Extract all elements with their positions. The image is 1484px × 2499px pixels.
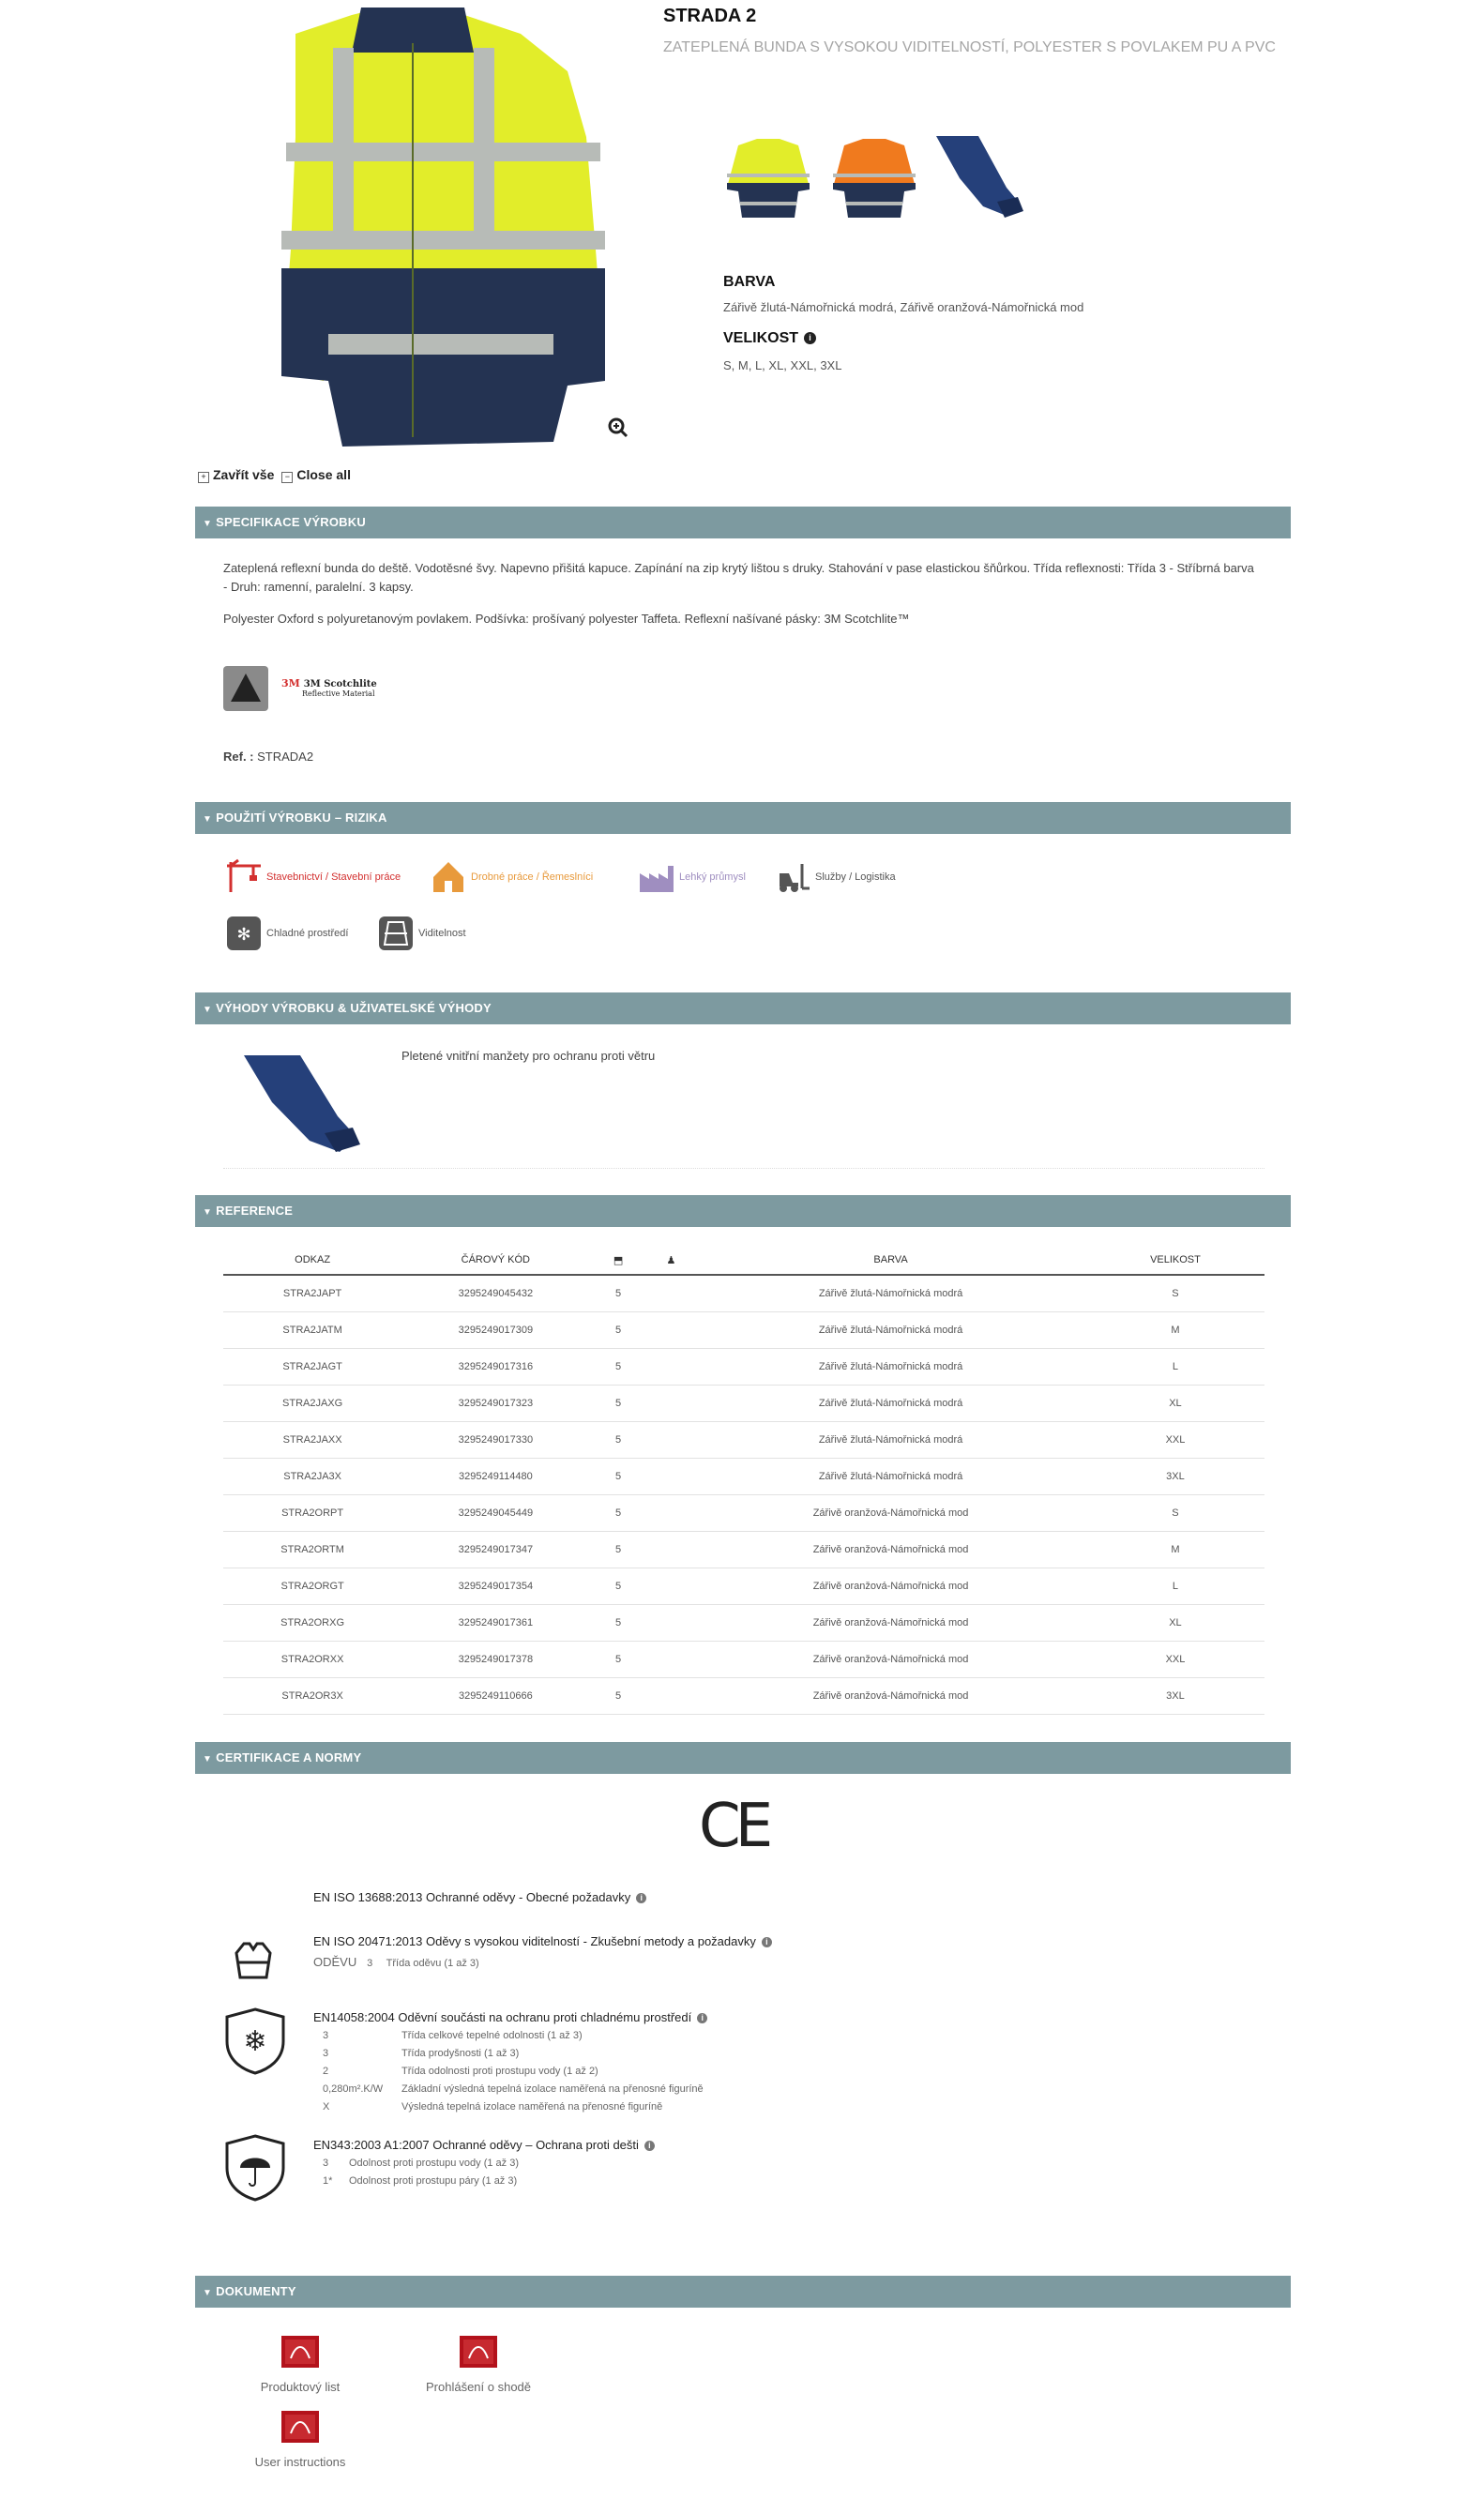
sub-key: ODĚVU [313, 1955, 357, 1969]
risk-construction [225, 858, 401, 896]
table-cell: M [1086, 1532, 1264, 1568]
table-row [223, 1568, 1264, 1605]
expand-all-label: Zavřít vše [213, 467, 275, 482]
info-icon[interactable]: i [644, 2141, 655, 2151]
cert-14058-rows [323, 2030, 704, 2119]
scotchlite-logo: 3M 3M Scotchlite Reflective Material [281, 677, 377, 698]
info-icon[interactable]: i [804, 332, 816, 344]
table-cell: Zářivě oranžová-Námořnická mod [695, 1495, 1086, 1532]
cold-shield-icon [225, 2007, 285, 2075]
cert-row-value: 0,280m².K/W [323, 2083, 384, 2095]
cuff-image [235, 1051, 366, 1154]
table-row [223, 1422, 1264, 1459]
table-cell: 5 [589, 1495, 646, 1532]
doc-declaration[interactable] [413, 2334, 544, 2394]
table-cell: STRA2JAXX [223, 1422, 401, 1459]
section-header-reference[interactable] [195, 1195, 1291, 1227]
risk-cold [225, 915, 348, 952]
cert-row [323, 2030, 704, 2048]
cert-row-text: Třída odolnosti proti prostupu vody (1 až 2) [401, 2066, 598, 2077]
table-cell: 5 [589, 1605, 646, 1642]
size-value: S, M, L, XL, XXL, 3XL [723, 358, 842, 372]
section-header-cert[interactable] [195, 1742, 1291, 1774]
close-all-label: Close all [296, 467, 351, 482]
ref-line [223, 748, 313, 766]
table-cell: 3295249017347 [401, 1532, 589, 1568]
table-cell: Zářivě oranžová-Námořnická mod [695, 1678, 1086, 1715]
table-cell: STRA2JA3X [223, 1459, 401, 1495]
thumbnail-yellow[interactable] [719, 131, 817, 225]
table-row [223, 1312, 1264, 1349]
sub-text: Třída oděvu (1 až 3) [386, 1958, 479, 1969]
cert-row [323, 2101, 704, 2119]
delta-logo-icon [223, 666, 268, 711]
cert-row-text: Třída celkové tepelné odolnosti (1 až 3) [401, 2030, 583, 2041]
table-cell: STRA2OR3X [223, 1678, 401, 1715]
table-cell: 3295249017323 [401, 1386, 589, 1422]
col-odkaz: ODKAZ [223, 1246, 401, 1275]
table-cell [647, 1349, 695, 1386]
table-cell: XXL [1086, 1642, 1264, 1678]
table-cell: 5 [589, 1349, 646, 1386]
risk-label: Drobné práce / Řemeslníci [471, 871, 594, 883]
table-cell: 3XL [1086, 1459, 1264, 1495]
caret-down-icon: ▼ [203, 1005, 213, 1015]
risk-label: Chladné prostředí [266, 928, 349, 939]
rain-shield-icon [225, 2134, 285, 2202]
section-header-spec[interactable] [195, 507, 1291, 538]
table-cell: Zářivě žlutá-Námořnická modrá [695, 1275, 1086, 1312]
ref-value: STRADA2 [257, 750, 314, 764]
table-header-row [223, 1246, 1264, 1275]
cert-343-rows [323, 2158, 519, 2193]
table-cell: S [1086, 1275, 1264, 1312]
cert-20471 [313, 1934, 772, 1948]
cert-text: EN14058:2004 Oděvní součásti na ochranu proti chladnému prostředí [313, 2010, 692, 2024]
table-cell [647, 1642, 695, 1678]
divider [223, 1168, 1264, 1169]
product-title: STRADA 2 [663, 6, 757, 26]
brand-sub: Reflective Material [302, 689, 375, 698]
svg-text:❄: ❄ [243, 2026, 267, 2057]
table-cell: 5 [589, 1568, 646, 1605]
table-row [223, 1386, 1264, 1422]
benefit-text: Pletené vnitřní manžety pro ochranu proti větru [401, 1049, 656, 1063]
table-cell: 5 [589, 1459, 646, 1495]
table-cell: STRA2JAXG [223, 1386, 401, 1422]
color-value: Zářivě žlutá-Námořnická modrá, Zářivě oranžová-Námořnická mod [723, 300, 1084, 314]
table-cell: Zářivě oranžová-Námořnická mod [695, 1568, 1086, 1605]
close-all-button[interactable] [281, 467, 351, 483]
cert-row-value: 3 [323, 2158, 329, 2169]
table-cell: Zářivě žlutá-Námořnická modrá [695, 1386, 1086, 1422]
table-cell: Zářivě oranžová-Námořnická mod [695, 1532, 1086, 1568]
table-cell: STRA2ORPT [223, 1495, 401, 1532]
table-cell: STRA2ORXG [223, 1605, 401, 1642]
table-cell [647, 1678, 695, 1715]
sub-value: 3 [367, 1958, 373, 1969]
table-cell: 3295249017378 [401, 1642, 589, 1678]
doc-user-instructions[interactable] [239, 2409, 361, 2469]
snow-icon [225, 915, 263, 952]
risk-logistics [774, 858, 896, 896]
thumbnail-orange[interactable] [825, 131, 923, 225]
cert-row-text: Výsledná tepelná izolace naměřená na přenosné figuríně [401, 2101, 663, 2113]
table-cell: 3295249045432 [401, 1275, 589, 1312]
cert-row [323, 2175, 519, 2193]
table-cell: XL [1086, 1605, 1264, 1642]
table-cell [647, 1532, 695, 1568]
table-cell: 5 [589, 1422, 646, 1459]
minus-icon: − [281, 472, 293, 483]
section-header-docs[interactable] [195, 2276, 1291, 2308]
spec-paragraph-2: Polyester Oxford s polyuretanovým povlakem. Podšívka: prošívaný polyester Taffeta. Reflexní našívané pásky: 3M Scotchlite™ [223, 612, 910, 626]
cert-text: EN343:2003 A1:2007 Ochranné oděvy – Ochrana proti dešti [313, 2138, 639, 2152]
col-color: BARVA [695, 1246, 1086, 1275]
size-label [723, 330, 816, 347]
cert-row [323, 2083, 704, 2101]
risk-light-industry [638, 858, 746, 896]
risk-crafts [430, 858, 593, 896]
table-cell: 5 [589, 1678, 646, 1715]
table-cell: 5 [589, 1386, 646, 1422]
table-row [223, 1532, 1264, 1568]
risk-label: Stavebnictví / Stavební práce [266, 871, 401, 883]
table-cell: 3295249017330 [401, 1422, 589, 1459]
table-row [223, 1275, 1264, 1312]
table-cell: Zářivě žlutá-Námořnická modrá [695, 1312, 1086, 1349]
pdf-icon [280, 2334, 321, 2370]
caret-down-icon: ▼ [203, 1754, 213, 1764]
table-row [223, 1459, 1264, 1495]
table-cell: STRA2ORGT [223, 1568, 401, 1605]
caret-down-icon: ▼ [203, 519, 213, 529]
color-label: BARVA [723, 274, 776, 290]
cert-20471-sub [313, 1955, 479, 1969]
ce-mark: CE [699, 1792, 768, 1861]
table-cell: STRA2ORTM [223, 1532, 401, 1568]
table-row [223, 1349, 1264, 1386]
table-cell: 3295249110666 [401, 1678, 589, 1715]
section-title: SPECIFIKACE VÝROBKU [216, 515, 366, 529]
table-cell: XXL [1086, 1422, 1264, 1459]
table-cell: STRA2JAPT [223, 1275, 401, 1312]
info-icon[interactable]: i [697, 2013, 707, 2023]
table-cell: 3295249017361 [401, 1605, 589, 1642]
section-title: CERTIFIKACE A NORMY [216, 1750, 362, 1764]
section-header-usage[interactable] [195, 802, 1291, 834]
doc-label: Prohlášení o shodě [425, 2380, 532, 2394]
table-cell: 3295249017354 [401, 1568, 589, 1605]
ref-label: Ref. : [223, 750, 254, 764]
section-title: POUŽITÍ VÝROBKU – RIZIKA [216, 810, 387, 825]
spec-paragraph-1: Zateplená reflexní bunda do deště. Vodotěsné švy. Napevno přišitá kapuce. Zapínání na zip krytý lištou s druky. Stahování v pase elastickou šňůrkou. Třída reflexnosti: Třída 3 - Stříbrná barva - Druh: ramenní, paralelní. 3 kapsy. [223, 561, 1254, 594]
zoom-icon[interactable] [608, 417, 628, 438]
col-barcode: ČÁROVÝ KÓD [401, 1246, 589, 1275]
table-cell: 3XL [1086, 1678, 1264, 1715]
vest-icon [377, 915, 415, 952]
box-icon: ⬒ [613, 1254, 624, 1266]
expand-all-button[interactable] [198, 467, 274, 483]
cert-row-text: Základní výsledná tepelná izolace naměřená na přenosné figuríně [401, 2083, 704, 2095]
col-box [589, 1246, 646, 1275]
table-cell: 5 [589, 1275, 646, 1312]
size-label-text: VELIKOST [723, 330, 799, 346]
cert-row-text: Odolnost proti prostupu vody (1 až 3) [349, 2158, 519, 2169]
table-cell: 5 [589, 1312, 646, 1349]
table-cell [647, 1495, 695, 1532]
crane-icon [225, 858, 263, 896]
section-title: DOKUMENTY [216, 2284, 296, 2298]
cert-text: EN ISO 13688:2013 Ochranné oděvy - Obecné požadavky [313, 1890, 631, 1904]
cert-row-text: Třída prodyšnosti (1 až 3) [401, 2048, 520, 2059]
cert-14058 [313, 2010, 707, 2024]
doc-label: Produktový list [260, 2380, 341, 2394]
plus-icon: + [198, 472, 209, 483]
table-cell [647, 1568, 695, 1605]
table-cell: 3295249017316 [401, 1349, 589, 1386]
info-icon[interactable]: i [762, 1937, 772, 1947]
table-cell: S [1086, 1495, 1264, 1532]
risk-label: Viditelnost [418, 928, 466, 939]
table-row [223, 1678, 1264, 1715]
table-cell: 5 [589, 1642, 646, 1678]
table-cell [647, 1386, 695, 1422]
risk-label: Lehký průmysl [679, 871, 746, 883]
table-cell: STRA2ORXX [223, 1642, 401, 1678]
section-header-benefits[interactable] [195, 992, 1291, 1024]
table-cell: Zářivě žlutá-Námořnická modrá [695, 1349, 1086, 1386]
risk-visibility [377, 915, 466, 952]
section-title: REFERENCE [216, 1204, 294, 1218]
cert-row-value: 2 [323, 2066, 329, 2077]
thumbnail-cuff[interactable] [931, 131, 1029, 225]
cert-text: EN ISO 20471:2013 Oděvy s vysokou viditelností - Zkušební metody a požadavky [313, 1934, 756, 1948]
product-subtitle: ZATEPLENÁ BUNDA S VYSOKOU VIDITELNOSTÍ, POLYESTER S POVLAKEM PU A PVC [663, 39, 1276, 55]
product-main-image[interactable] [192, 6, 643, 447]
vest-cert-icon [233, 1940, 274, 1981]
cert-row-value: 3 [323, 2048, 329, 2059]
cert-row-value: X [323, 2101, 330, 2113]
cert-row-value: 3 [323, 2030, 329, 2041]
risk-label: Služby / Logistika [815, 871, 896, 883]
pdf-icon [458, 2334, 499, 2370]
brand-main: 3M Scotchlite [303, 679, 377, 689]
table-cell: 5 [589, 1532, 646, 1568]
table-cell: Zářivě žlutá-Námořnická modrá [695, 1459, 1086, 1495]
cert-343 [313, 2138, 655, 2152]
house-icon [430, 858, 467, 896]
table-cell [647, 1422, 695, 1459]
table-row [223, 1495, 1264, 1532]
pdf-icon [280, 2409, 321, 2445]
table-cell [647, 1312, 695, 1349]
forklift-icon [774, 858, 811, 896]
table-cell: M [1086, 1312, 1264, 1349]
table-cell: L [1086, 1568, 1264, 1605]
section-title: VÝHODY VÝROBKU & UŽIVATELSKÉ VÝHODY [216, 1001, 492, 1015]
doc-label: User instructions [254, 2455, 346, 2469]
cert-row-text: Odolnost proti prostupu páry (1 až 3) [349, 2175, 518, 2187]
cert-row-value: 1* [323, 2175, 333, 2187]
caret-down-icon: ▼ [203, 2288, 213, 2298]
table-cell: XL [1086, 1386, 1264, 1422]
person-icon: ♟ [666, 1254, 676, 1266]
factory-icon [638, 858, 675, 896]
table-cell: 3295249045449 [401, 1495, 589, 1532]
cert-row [323, 2048, 704, 2066]
doc-product-sheet[interactable] [239, 2334, 361, 2394]
caret-down-icon: ▼ [203, 814, 213, 825]
svg-text:✻: ✻ [236, 925, 251, 944]
table-cell: STRA2JATM [223, 1312, 401, 1349]
table-row [223, 1605, 1264, 1642]
table-cell: Zářivě oranžová-Námořnická mod [695, 1642, 1086, 1678]
table-cell [647, 1605, 695, 1642]
table-cell [647, 1459, 695, 1495]
table-cell: 3295249114480 [401, 1459, 589, 1495]
cert-13688 [313, 1890, 646, 1904]
cert-row [323, 2066, 704, 2083]
table-cell [647, 1275, 695, 1312]
col-person [647, 1246, 695, 1275]
table-cell: Zářivě oranžová-Námořnická mod [695, 1605, 1086, 1642]
section-toggles [198, 467, 351, 483]
caret-down-icon: ▼ [203, 1207, 213, 1218]
col-size: VELIKOST [1086, 1246, 1264, 1275]
reference-table [223, 1246, 1264, 1715]
table-cell: L [1086, 1349, 1264, 1386]
table-row [223, 1642, 1264, 1678]
table-cell: Zářivě žlutá-Námořnická modrá [695, 1422, 1086, 1459]
table-cell: 3295249017309 [401, 1312, 589, 1349]
table-cell: STRA2JAGT [223, 1349, 401, 1386]
cert-row [323, 2158, 519, 2175]
info-icon[interactable]: i [636, 1893, 646, 1903]
